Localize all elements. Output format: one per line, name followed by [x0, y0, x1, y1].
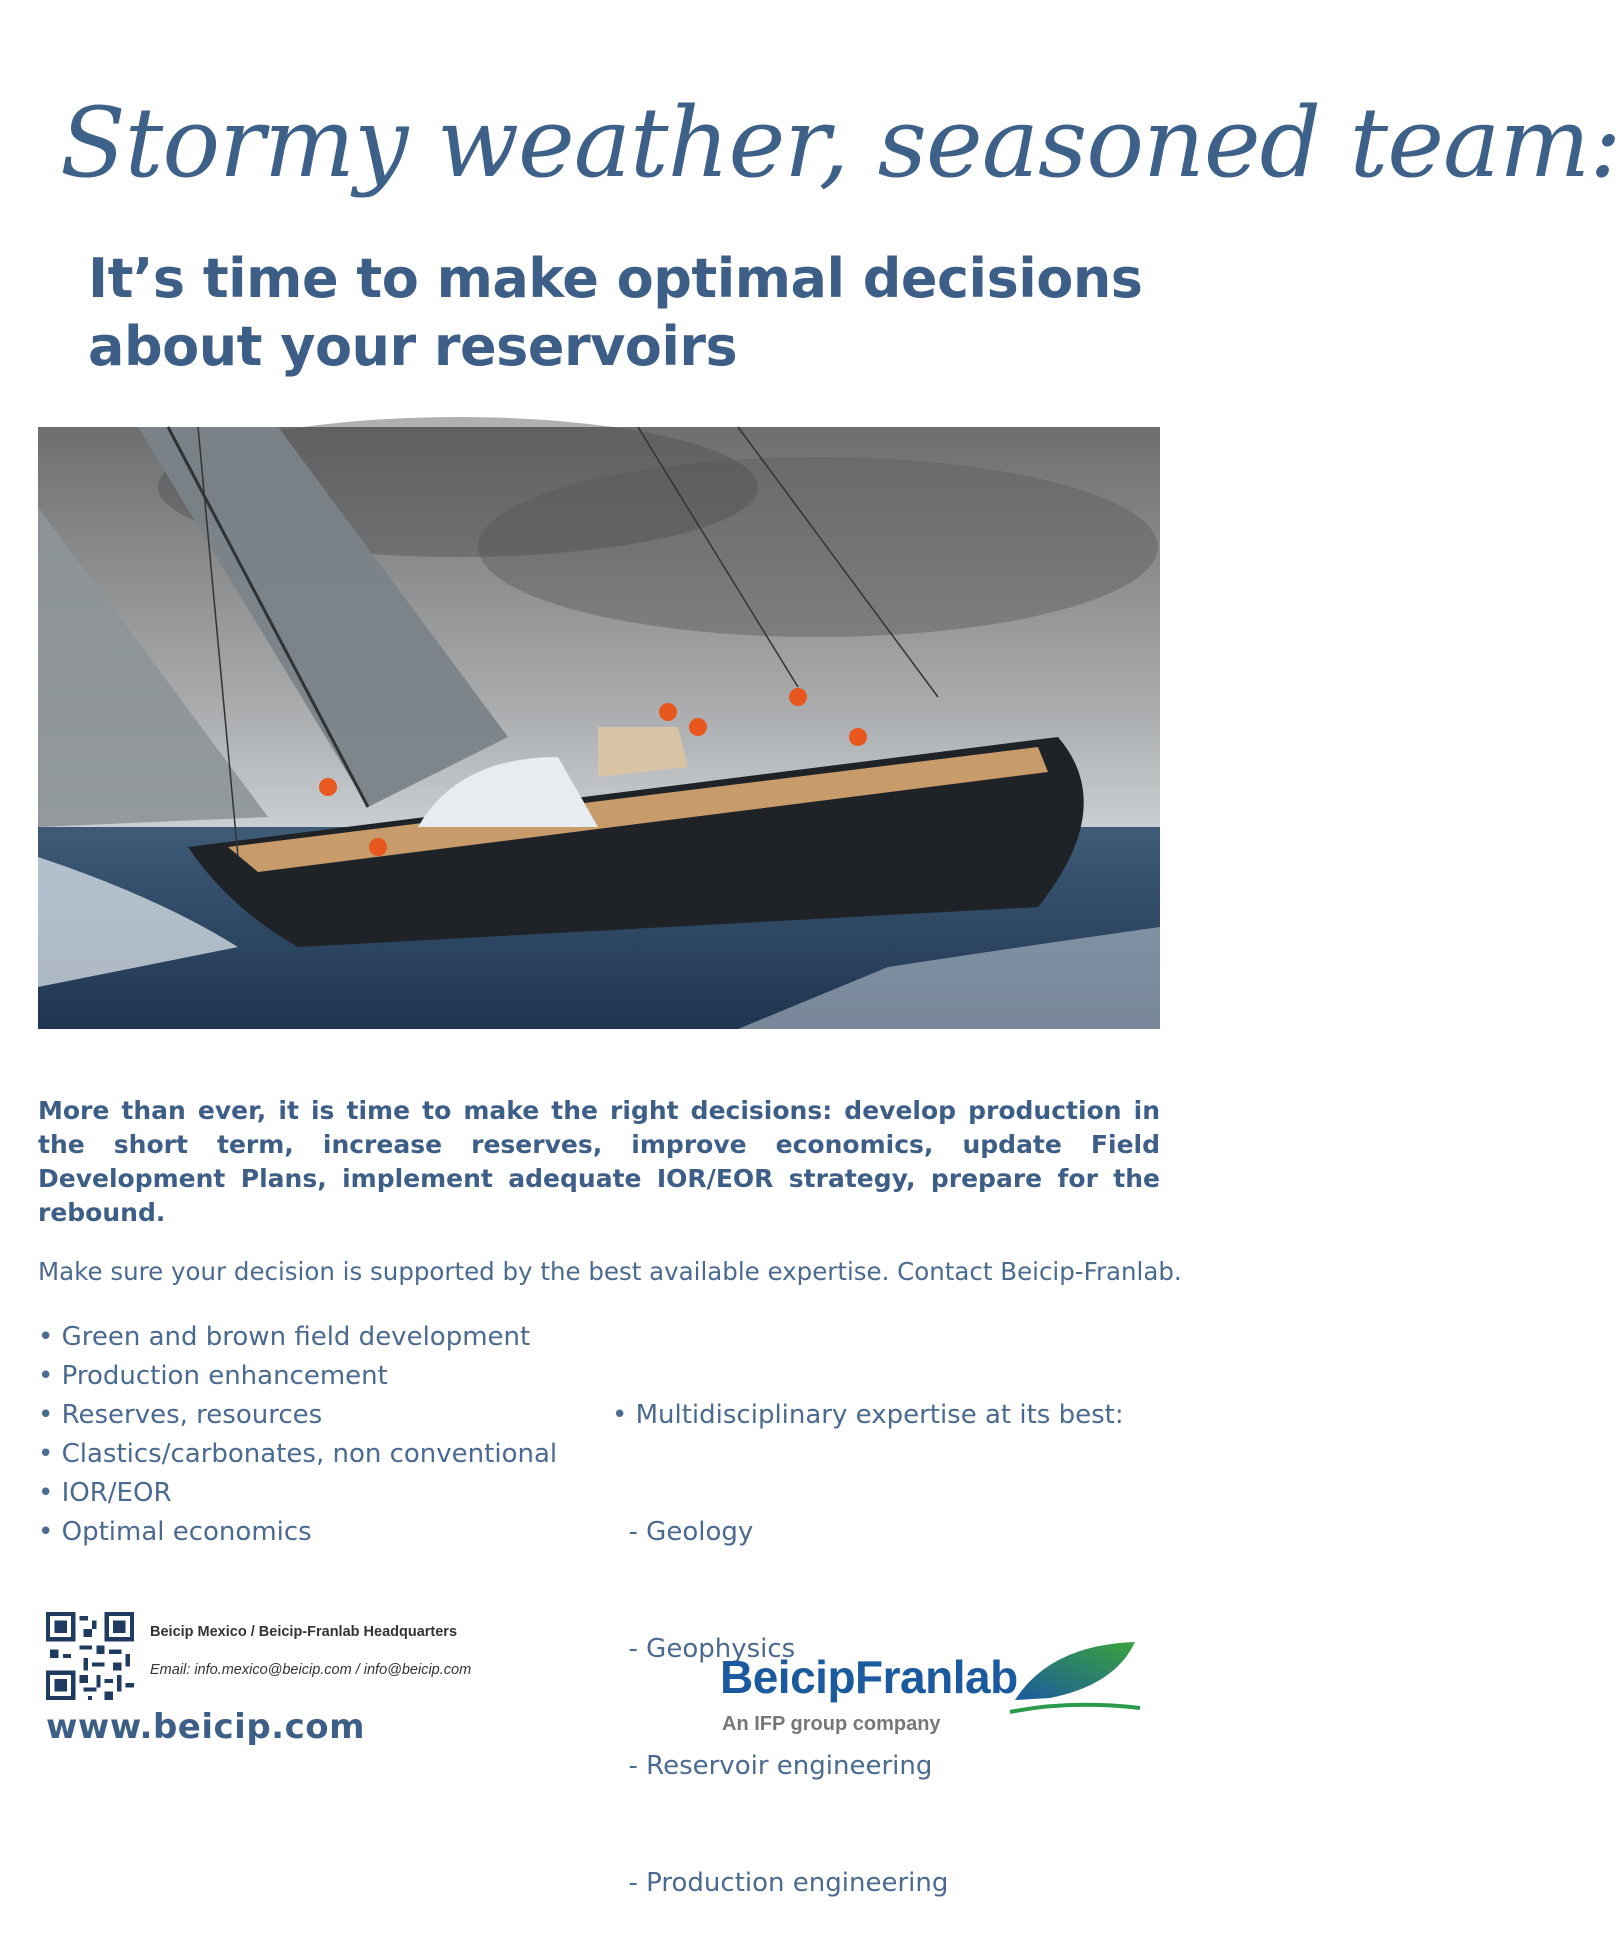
list-item: • Multidisciplinary expertise at its best:	[612, 1400, 1124, 1430]
expertise-list	[612, 1318, 1172, 1942]
list-item: - Geophysics	[612, 1634, 796, 1664]
website-link[interactable]: www.beicip.com	[46, 1707, 366, 1747]
list-item: • Production enhancement	[38, 1361, 388, 1391]
intro-paragraph: More than ever, it is time to make the right decisions: develop production in the short term, increase reserves, improve economics, update Field Development Plans, implement adequate IOR/EOR strategy, prepare for the rebound.	[38, 1096, 1160, 1227]
list-item: • Reserves, resources	[38, 1400, 323, 1430]
list-item: - Geology	[612, 1517, 754, 1547]
script-title: Stormy weather, seasoned team:	[60, 87, 1621, 199]
services-list	[38, 1318, 598, 1552]
leaf-logo-icon	[1010, 1640, 1145, 1722]
contact-line: Make sure your decision is supported by the best available expertise. Contact Beicip-Franlab.	[38, 1257, 1182, 1286]
brand-tagline: An IFP group company	[722, 1713, 941, 1735]
headline-line-1: It’s time to make optimal decisions	[88, 247, 1143, 310]
brand-logo: BeicipFranlab	[720, 1651, 1018, 1703]
email-contact[interactable]: Email: info.mexico@beicip.com / info@beicip.com	[150, 1662, 472, 1678]
headline-line-2: about your reservoirs	[88, 315, 738, 378]
list-item: - Reservoir engineering	[612, 1751, 933, 1781]
list-item: - Production engineering	[612, 1868, 949, 1898]
list-item: • Optimal economics	[38, 1517, 312, 1547]
qr-code-icon[interactable]	[46, 1612, 134, 1700]
sailboat-photo	[38, 427, 1160, 1029]
headline	[88, 245, 1148, 381]
list-item: • IOR/EOR	[38, 1478, 172, 1508]
office-address: Beicip Mexico / Beicip-Franlab Headquarters	[150, 1624, 458, 1640]
list-item: • Green and brown field development	[38, 1322, 531, 1352]
list-item: • Clastics/carbonates, non conventional	[38, 1439, 558, 1469]
